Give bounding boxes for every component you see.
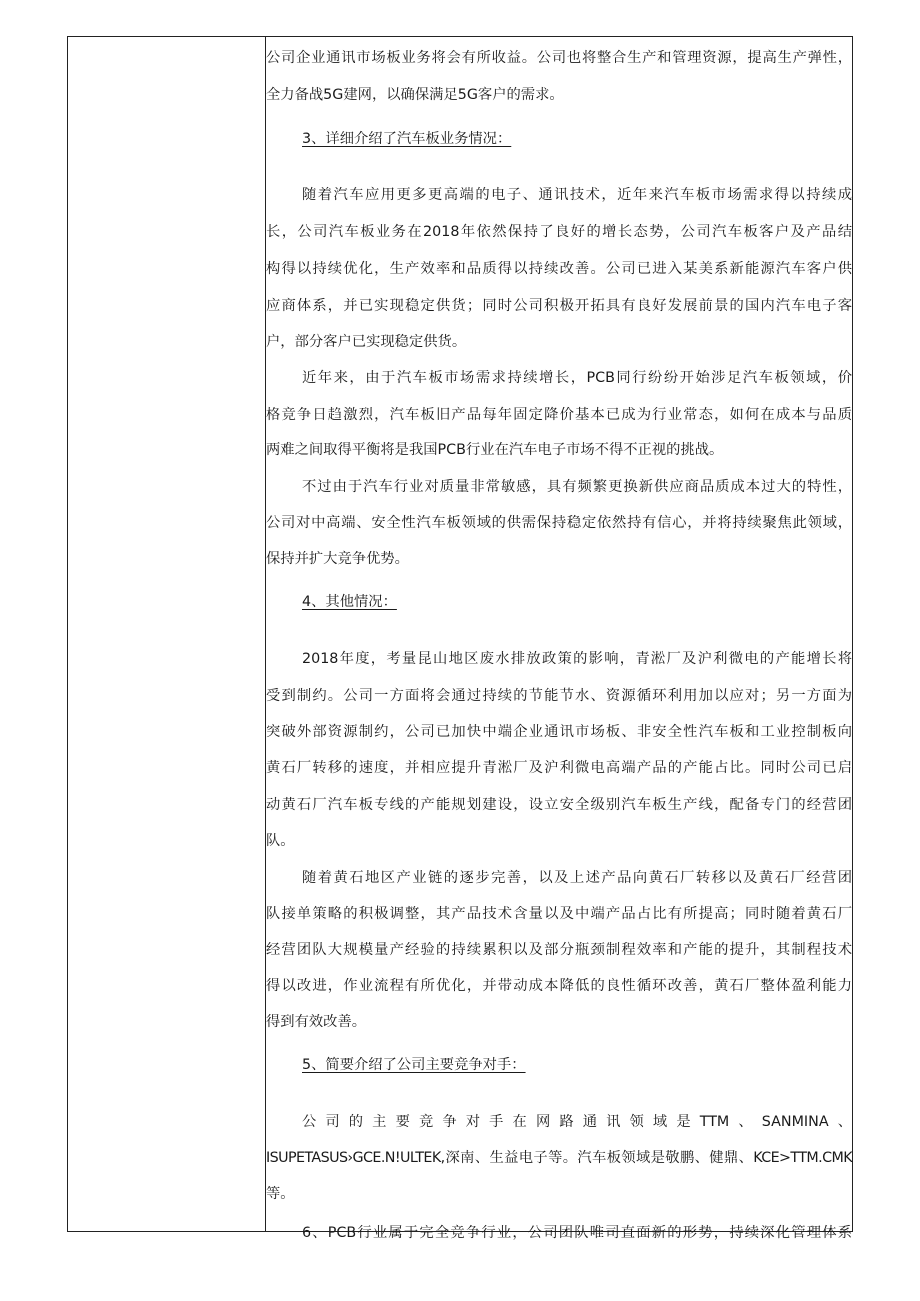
section-heading: 3、详细介绍了汽车板业务情况： bbox=[302, 131, 512, 147]
text-line: 长，公司汽车板业务在2018年依然保持了良好的增长态势，公司汽车板客户及产品结 bbox=[266, 224, 852, 240]
text-line: 格竞争日趋激烈，汽车板旧产品每年固定降价基本已成为行业常态，如何在成本与品质 bbox=[266, 407, 852, 423]
text-line: 公司对中高端、安全性汽车板领域的供需保持稳定依然持有信心，并将持续聚焦此领域， bbox=[266, 515, 852, 531]
text-line: 保持并扩大竞争优势。 bbox=[266, 551, 409, 567]
text-line: 近年来，由于汽车板市场需求持续增长，PCB同行纷纷开始涉足汽车板领域，价 bbox=[302, 370, 852, 386]
text-line: 队接单策略的积极调整，其产品技术含量以及中端产品占比有所提高；同时随着黄石厂 bbox=[266, 906, 852, 922]
text-line: 黄石厂转移的速度，并相应提升青淞厂及沪利微电高端产品的产能占比。同时公司已启 bbox=[266, 760, 852, 776]
text-line: 两难之间取得平衡将是我国PCB行业在汽车电子市场不得不正视的挑战。 bbox=[266, 442, 724, 458]
text-line: 受到制约。公司一方面将会通过持续的节能节水、资源循环利用加以应对；另一方面为 bbox=[266, 688, 852, 704]
text-line: 户，部分客户已实现稳定供货。 bbox=[266, 334, 467, 350]
text-line: 队。 bbox=[266, 833, 295, 849]
text-line: 全力备战5G建网，以确保满足5G客户的需求。 bbox=[266, 87, 564, 103]
text-line: 得到有效改善。 bbox=[266, 1014, 367, 1030]
text-line: 得以改进，作业流程有所优化，并带动成本降低的良性循环改善，黄石厂整体盈利能力 bbox=[266, 978, 852, 994]
section-heading: 4、其他情况： bbox=[302, 594, 397, 610]
content-cell bbox=[266, 44, 854, 1241]
text-line: 公司企业通讯市场板业务将会有所收益。公司也将整合生产和管理资源，提高生产弹性， bbox=[266, 50, 852, 66]
left-label-cell bbox=[68, 37, 264, 1231]
text-line: 动黄石厂汽车板专线的产能规划建设，设立安全级别汽车板生产线，配备专门的经营团 bbox=[266, 797, 852, 813]
text-line: 经营团队大规模量产经验的持续累积以及部分瓶颈制程效率和产能的提升，其制程技术 bbox=[266, 942, 852, 958]
text-line: 随着黄石地区产业链的逐步完善，以及上述产品向黄石厂转移以及黄石厂经营团 bbox=[302, 870, 852, 886]
text-line: 构得以持续优化，生产效率和品质得以持续改善。公司已进入某美系新能源汽车客户供 bbox=[266, 261, 852, 277]
text-line: 2018年度，考量昆山地区废水排放政策的影响，青淞厂及沪利微电的产能增长将 bbox=[302, 651, 852, 667]
text-line: 随着汽车应用更多更高端的电子、通讯技术，近年来汽车板市场需求得以持续成 bbox=[302, 187, 852, 203]
section-heading: 5、简要介绍了公司主要竞争对手： bbox=[302, 1057, 526, 1073]
text-line: 应商体系，并已实现稳定供货；同时公司积极开拓具有良好发展前景的国内汽车电子客 bbox=[266, 298, 852, 314]
text-line: ISUPETASUS›GCE.N!ULTEK,深南、生益电子等。汽车板领域是敬鹏、健鼎、KCE>TTM.CMK bbox=[266, 1150, 852, 1166]
text-line: 突破外部资源制约，公司已加快中端企业通讯市场板、非安全性汽车板和工业控制板向 bbox=[266, 724, 852, 740]
text-line: 不过由于汽车行业对质量非常敏感，具有频繁更换新供应商品质成本过大的特性， bbox=[302, 479, 852, 495]
text-line-cut-off: 6、PCB行业属于完全竞争行业，公司团队唯司直面新的形势，持续深化管理体系 bbox=[302, 1225, 852, 1241]
text-line: 公司的主要竞争对手在网路通讯领域是TTM、SANMINA、 bbox=[302, 1114, 852, 1130]
text-line: 等。 bbox=[266, 1186, 295, 1202]
